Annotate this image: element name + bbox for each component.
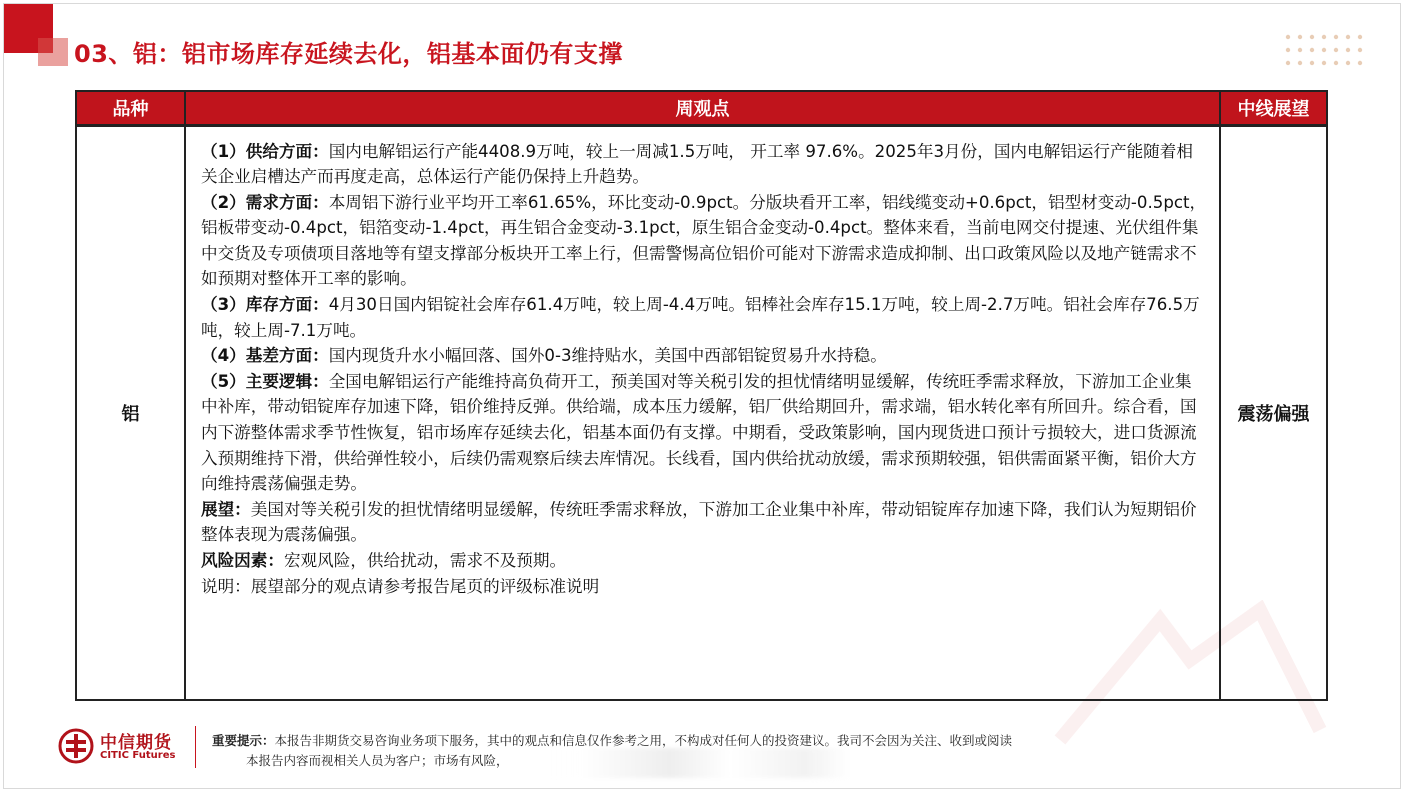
paragraph-inventory [201, 292, 1207, 343]
paragraph-label: （4）基差方面： [201, 346, 329, 366]
citic-logo-icon [58, 728, 94, 764]
logo-text-en: CITIC Futures [100, 750, 176, 761]
paragraph-main-logic [201, 369, 1207, 497]
blurred-overlay [550, 748, 850, 778]
paragraph-label: 展望： [201, 499, 251, 519]
paragraph-text: 美国对等关税引发的担忧情绪明显缓解，传统旺季需求释放，下游加工企业集中补库，带动铝锭库存加速下降，我们认为短期铝价整体表现为震荡偏强。 [201, 499, 1197, 545]
logo-text-cn: 中信期货 [100, 733, 172, 753]
corner-decoration-accent [38, 38, 68, 66]
paragraph-label: （1）供给方面： [201, 141, 329, 161]
paragraph-label: 风险因素： [201, 551, 284, 570]
paragraph-text: 说明：展望部分的观点请参考报告尾页的评级标准说明 [201, 576, 600, 596]
weekly-view-cell [185, 125, 1220, 700]
paragraph-text: 4月30日国内铝锭社会库存61.4万吨，较上周-4.4万吨。铝棒社会库存15.1万吨，较上周-2.7万吨。铝社会库存76.5万吨，较上周-7.1万吨。 [201, 295, 1200, 340]
weekly-view-table [75, 90, 1328, 701]
paragraph-text: 全国电解铝运行产能维持高负荷开工，预美国对等关税引发的担忧情绪明显缓解，传统旺季需求释放，下游加工企业集中补库，带动铝锭库存加速下降，铝价维持反弹。供给端，成本压力缓解，铝厂供给期回升，需求端，铝水转化率有所回升。综合看，国内下游整体需求季节性恢复，铝市场库存延续去化，铝基本面仍有支撑。中期看，受政策影响，国内现货进口预计亏损较大，进口货源流入预期维持下滑，供给弹性较小，后续仍需观察后续去库情况。长线看，国内供给扰动放缓，需求预期较强，铝供需面紧平衡，铝价大方向维持震荡偏强走势。 [201, 371, 1197, 494]
paragraph-basis [201, 343, 1207, 369]
paragraph-label: （2）需求方面： [201, 192, 329, 212]
paragraph-outlook [201, 497, 1207, 548]
disclaimer-line-1: 本报告非期货交易咨询业务项下服务，其中的观点和信息仅作参考之用，不构成对任何人的投资建议。我司不会因为关注、收到或阅读 [274, 733, 1013, 748]
mid-term-outlook-cell: 震荡偏强 [1220, 125, 1327, 700]
paragraph-label: （5）主要逻辑： [201, 371, 329, 391]
paragraph-demand [201, 190, 1207, 292]
header-weekly-view: 周观点 [185, 91, 1220, 125]
header-mid-term-outlook: 中线展望 [1220, 91, 1327, 125]
table-header-row [76, 91, 1327, 125]
paragraph-supply [201, 139, 1207, 190]
paragraph-text: 国内电解铝运行产能4408.9万吨，较上一周减1.5万吨， 开工率 97.6%。2025年3月份，国内电解铝运行产能随着相关企业启槽达产而再度走高，总体运行产能仍保持上升趋势。 [201, 141, 1193, 187]
paragraph-label: （3）库存方面： [201, 295, 329, 315]
paragraph-text: 国内现货升水小幅回落、国外0-3维持贴水，美国中西部铝锭贸易升水持稳。 [328, 346, 887, 366]
disclaimer-label: 重要提示： [212, 733, 275, 748]
table-row [76, 125, 1327, 700]
header-variety: 品种 [76, 91, 185, 125]
footer-divider [195, 726, 196, 768]
page-title: 03、铝：铝市场库存延续去化，铝基本面仍有支撑 [74, 40, 623, 68]
paragraph-text: 宏观风险，供给扰动，需求不及预期。 [283, 551, 567, 570]
paragraph-text: 本周铝下游行业平均开工率61.65%，环比变动-0.9pct。分版块看开工率，铝线缆变动+0.6pct，铝型材变动-0.5pct，铝板带变动-0.4pct，铝箔变动-1.4pct，再生铝合金变动-3.1pct，原生铝合金变动-0.4pct。整体来看，当前电网交付提速、光伏组件集中交货及专项债项目落地等有望支撑部分板块开工率上行，但需警惕高位铝价可能对下游需求造成抑制、出口政策风险以及地产链需求不如预期对整体开工率的影响。 [201, 192, 1207, 289]
dot-grid-decoration [1284, 33, 1364, 67]
variety-cell: 铝 [76, 125, 185, 700]
citic-futures-logo [58, 724, 198, 770]
paragraph-risk [201, 548, 1207, 574]
paragraph-note [201, 574, 1207, 600]
disclaimer-line-2: 本报告内容而视相关人员为客户；市场有风险， [246, 753, 509, 768]
